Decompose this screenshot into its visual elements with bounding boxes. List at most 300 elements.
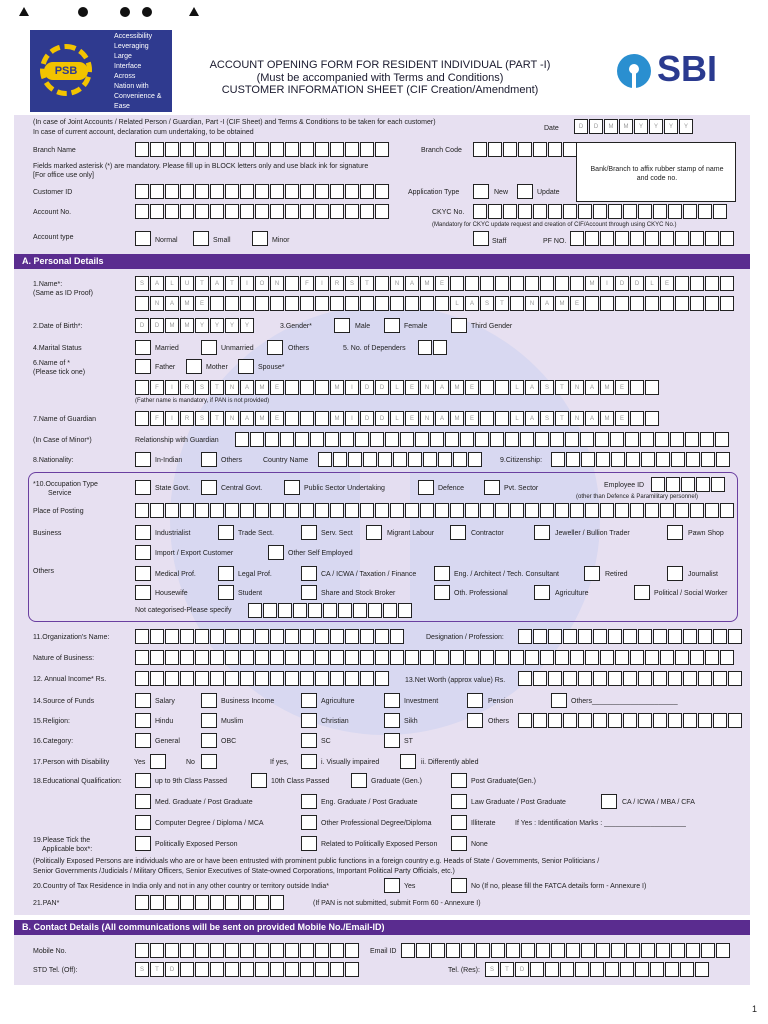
- input-cell[interactable]: R: [180, 411, 194, 426]
- input-cell[interactable]: [505, 432, 519, 447]
- input-cell[interactable]: [150, 650, 164, 665]
- input-cell[interactable]: [255, 503, 269, 518]
- input-cell[interactable]: [578, 204, 592, 219]
- input-cell[interactable]: [345, 503, 359, 518]
- pan-input[interactable]: [135, 895, 285, 910]
- input-cell[interactable]: [345, 962, 359, 977]
- input-cell[interactable]: M: [555, 296, 569, 311]
- input-cell[interactable]: [600, 231, 614, 246]
- input-cell[interactable]: [510, 296, 524, 311]
- input-cell[interactable]: [345, 296, 359, 311]
- input-cell[interactable]: [180, 629, 194, 644]
- input-cell[interactable]: [270, 296, 284, 311]
- input-cell[interactable]: E: [435, 276, 449, 291]
- input-cell[interactable]: N: [570, 411, 584, 426]
- input-cell[interactable]: [315, 962, 329, 977]
- input-cell[interactable]: [240, 943, 254, 958]
- input-cell[interactable]: [608, 713, 622, 728]
- other-prof-degree-checkbox[interactable]: [301, 815, 317, 830]
- input-cell[interactable]: [518, 204, 532, 219]
- input-cell[interactable]: [581, 452, 595, 467]
- input-cell[interactable]: [438, 452, 452, 467]
- input-cell[interactable]: [423, 452, 437, 467]
- input-cell[interactable]: S: [480, 296, 494, 311]
- input-cell[interactable]: [225, 629, 239, 644]
- retired-checkbox[interactable]: [584, 566, 600, 581]
- input-cell[interactable]: [655, 432, 669, 447]
- input-cell[interactable]: [300, 671, 314, 686]
- input-cell[interactable]: M: [600, 380, 614, 395]
- input-cell[interactable]: [611, 943, 625, 958]
- input-cell[interactable]: L: [165, 276, 179, 291]
- input-cell[interactable]: [383, 603, 397, 618]
- input-cell[interactable]: [180, 671, 194, 686]
- input-cell[interactable]: [670, 432, 684, 447]
- input-cell[interactable]: [641, 452, 655, 467]
- input-cell[interactable]: [225, 962, 239, 977]
- input-cell[interactable]: [390, 296, 404, 311]
- input-cell[interactable]: [495, 380, 509, 395]
- input-cell[interactable]: [398, 603, 412, 618]
- input-cell[interactable]: Y: [649, 119, 663, 134]
- input-cell[interactable]: [575, 962, 589, 977]
- input-cell[interactable]: [135, 895, 149, 910]
- input-cell[interactable]: M: [619, 119, 633, 134]
- input-cell[interactable]: [626, 943, 640, 958]
- input-cell[interactable]: [671, 452, 685, 467]
- input-cell[interactable]: [165, 943, 179, 958]
- input-cell[interactable]: [345, 671, 359, 686]
- none-pep-checkbox[interactable]: [451, 836, 467, 851]
- input-cell[interactable]: [263, 603, 277, 618]
- input-cell[interactable]: [728, 671, 742, 686]
- input-cell[interactable]: N: [225, 411, 239, 426]
- input-cell[interactable]: [340, 432, 354, 447]
- input-cell[interactable]: [701, 452, 715, 467]
- input-cell[interactable]: [210, 204, 224, 219]
- input-cell[interactable]: [180, 184, 194, 199]
- salary-checkbox[interactable]: [135, 693, 151, 708]
- input-cell[interactable]: [315, 184, 329, 199]
- input-cell[interactable]: [651, 477, 665, 492]
- input-cell[interactable]: M: [450, 380, 464, 395]
- input-cell[interactable]: [360, 296, 374, 311]
- input-cell[interactable]: [578, 671, 592, 686]
- male-checkbox[interactable]: [334, 318, 350, 333]
- input-cell[interactable]: [210, 142, 224, 157]
- guardian-name-input[interactable]: [135, 411, 660, 426]
- input-cell[interactable]: [468, 452, 482, 467]
- disability-yes-checkbox[interactable]: [150, 754, 166, 769]
- place-posting-input[interactable]: [135, 503, 735, 518]
- input-cell[interactable]: [368, 603, 382, 618]
- third-gender-checkbox[interactable]: [451, 318, 467, 333]
- input-cell[interactable]: E: [270, 411, 284, 426]
- input-cell[interactable]: [330, 184, 344, 199]
- country-name-input[interactable]: [318, 452, 483, 467]
- input-cell[interactable]: [348, 452, 362, 467]
- input-cell[interactable]: [180, 943, 194, 958]
- input-cell[interactable]: [195, 962, 209, 977]
- normal-checkbox[interactable]: [135, 231, 151, 246]
- input-cell[interactable]: [225, 503, 239, 518]
- input-cell[interactable]: N: [390, 276, 404, 291]
- input-cell[interactable]: [593, 204, 607, 219]
- input-cell[interactable]: [315, 142, 329, 157]
- input-cell[interactable]: [165, 671, 179, 686]
- input-cell[interactable]: [450, 503, 464, 518]
- input-cell[interactable]: Y: [664, 119, 678, 134]
- input-cell[interactable]: [548, 671, 562, 686]
- input-cell[interactable]: A: [240, 380, 254, 395]
- input-cell[interactable]: M: [330, 380, 344, 395]
- input-cell[interactable]: [495, 411, 509, 426]
- input-cell[interactable]: [716, 943, 730, 958]
- input-cell[interactable]: I: [345, 411, 359, 426]
- input-cell[interactable]: [375, 629, 389, 644]
- input-cell[interactable]: [135, 296, 149, 311]
- input-cell[interactable]: [255, 142, 269, 157]
- input-cell[interactable]: [135, 204, 149, 219]
- input-cell[interactable]: [610, 432, 624, 447]
- input-cell[interactable]: [510, 650, 524, 665]
- input-cell[interactable]: [300, 650, 314, 665]
- input-cell[interactable]: [645, 650, 659, 665]
- input-cell[interactable]: L: [450, 296, 464, 311]
- input-cell[interactable]: [445, 432, 459, 447]
- input-cell[interactable]: [360, 503, 374, 518]
- input-cell[interactable]: [585, 650, 599, 665]
- input-cell[interactable]: [570, 650, 584, 665]
- input-cell[interactable]: Y: [679, 119, 693, 134]
- input-cell[interactable]: [416, 943, 430, 958]
- input-cell[interactable]: [330, 142, 344, 157]
- input-cell[interactable]: [330, 671, 344, 686]
- input-cell[interactable]: T: [555, 411, 569, 426]
- in-indian-checkbox[interactable]: [135, 452, 151, 467]
- input-cell[interactable]: [525, 503, 539, 518]
- input-cell[interactable]: [675, 276, 689, 291]
- female-checkbox[interactable]: [384, 318, 400, 333]
- input-cell[interactable]: [638, 204, 652, 219]
- input-cell[interactable]: M: [420, 276, 434, 291]
- business-income-checkbox[interactable]: [201, 693, 217, 708]
- input-cell[interactable]: A: [465, 296, 479, 311]
- input-cell[interactable]: [525, 650, 539, 665]
- input-cell[interactable]: A: [525, 380, 539, 395]
- name-line2-input[interactable]: [135, 296, 735, 311]
- input-cell[interactable]: N: [225, 380, 239, 395]
- input-cell[interactable]: [701, 943, 715, 958]
- related-pep-checkbox[interactable]: [301, 836, 317, 851]
- input-cell[interactable]: [270, 184, 284, 199]
- small-checkbox[interactable]: [193, 231, 209, 246]
- input-cell[interactable]: T: [210, 380, 224, 395]
- input-cell[interactable]: [300, 380, 314, 395]
- input-cell[interactable]: [430, 432, 444, 447]
- input-cell[interactable]: [400, 432, 414, 447]
- input-cell[interactable]: [623, 713, 637, 728]
- input-cell[interactable]: A: [405, 276, 419, 291]
- input-cell[interactable]: [638, 713, 652, 728]
- input-cell[interactable]: [255, 895, 269, 910]
- input-cell[interactable]: [480, 650, 494, 665]
- input-cell[interactable]: [720, 231, 734, 246]
- input-cell[interactable]: [461, 943, 475, 958]
- input-cell[interactable]: T: [195, 276, 209, 291]
- input-cell[interactable]: D: [574, 119, 588, 134]
- input-cell[interactable]: O: [255, 276, 269, 291]
- sikh-checkbox[interactable]: [384, 713, 400, 728]
- input-cell[interactable]: [255, 204, 269, 219]
- input-cell[interactable]: [195, 184, 209, 199]
- input-cell[interactable]: [210, 629, 224, 644]
- input-cell[interactable]: [270, 895, 284, 910]
- input-cell[interactable]: [315, 204, 329, 219]
- input-cell[interactable]: [665, 962, 679, 977]
- input-cell[interactable]: [490, 432, 504, 447]
- input-cell[interactable]: [518, 671, 532, 686]
- input-cell[interactable]: [433, 340, 447, 355]
- trade-sect-checkbox[interactable]: [218, 525, 234, 540]
- input-cell[interactable]: [150, 184, 164, 199]
- input-cell[interactable]: [270, 142, 284, 157]
- input-cell[interactable]: R: [330, 276, 344, 291]
- input-cell[interactable]: [596, 452, 610, 467]
- staff-checkbox[interactable]: [473, 231, 489, 246]
- input-cell[interactable]: Y: [225, 318, 239, 333]
- input-cell[interactable]: [638, 629, 652, 644]
- input-cell[interactable]: M: [165, 318, 179, 333]
- input-cell[interactable]: [630, 231, 644, 246]
- med-grad-checkbox[interactable]: [135, 794, 151, 809]
- input-cell[interactable]: [315, 943, 329, 958]
- input-cell[interactable]: [630, 380, 644, 395]
- input-cell[interactable]: [690, 503, 704, 518]
- input-cell[interactable]: A: [150, 276, 164, 291]
- input-cell[interactable]: [495, 276, 509, 291]
- net-worth-input[interactable]: [518, 671, 743, 686]
- input-cell[interactable]: [180, 962, 194, 977]
- input-cell[interactable]: [675, 503, 689, 518]
- input-cell[interactable]: [390, 629, 404, 644]
- input-cell[interactable]: [325, 432, 339, 447]
- minor-checkbox[interactable]: [252, 231, 268, 246]
- input-cell[interactable]: [630, 503, 644, 518]
- pf-no-input[interactable]: [570, 231, 735, 246]
- input-cell[interactable]: [525, 276, 539, 291]
- input-cell[interactable]: [585, 503, 599, 518]
- input-cell[interactable]: [165, 895, 179, 910]
- input-cell[interactable]: [690, 276, 704, 291]
- input-cell[interactable]: [533, 629, 547, 644]
- other-self-employed-checkbox[interactable]: [268, 545, 284, 560]
- update-checkbox[interactable]: [517, 184, 533, 199]
- input-cell[interactable]: [240, 503, 254, 518]
- input-cell[interactable]: [570, 231, 584, 246]
- input-cell[interactable]: [563, 671, 577, 686]
- input-cell[interactable]: [566, 452, 580, 467]
- input-cell[interactable]: [150, 142, 164, 157]
- input-cell[interactable]: [240, 204, 254, 219]
- input-cell[interactable]: [300, 503, 314, 518]
- input-cell[interactable]: A: [435, 411, 449, 426]
- input-cell[interactable]: D: [135, 318, 149, 333]
- input-cell[interactable]: [375, 142, 389, 157]
- input-cell[interactable]: [585, 296, 599, 311]
- eng-checkbox[interactable]: [434, 566, 450, 581]
- input-cell[interactable]: [195, 142, 209, 157]
- input-cell[interactable]: [150, 629, 164, 644]
- input-cell[interactable]: [165, 503, 179, 518]
- input-cell[interactable]: [255, 650, 269, 665]
- input-cell[interactable]: [645, 231, 659, 246]
- input-cell[interactable]: [660, 503, 674, 518]
- input-cell[interactable]: T: [150, 962, 164, 977]
- account-no-input[interactable]: [135, 204, 390, 219]
- input-cell[interactable]: [345, 650, 359, 665]
- input-cell[interactable]: [135, 142, 149, 157]
- input-cell[interactable]: [503, 204, 517, 219]
- input-cell[interactable]: [700, 432, 714, 447]
- political-checkbox[interactable]: [634, 585, 650, 600]
- input-cell[interactable]: [630, 411, 644, 426]
- input-cell[interactable]: [705, 650, 719, 665]
- input-cell[interactable]: [578, 629, 592, 644]
- annual-income-input[interactable]: [135, 671, 390, 686]
- input-cell[interactable]: [150, 943, 164, 958]
- input-cell[interactable]: [683, 713, 697, 728]
- input-cell[interactable]: [530, 962, 544, 977]
- ckyc-no-input[interactable]: [473, 204, 728, 219]
- input-cell[interactable]: [401, 943, 415, 958]
- input-cell[interactable]: [623, 629, 637, 644]
- input-cell[interactable]: [285, 380, 299, 395]
- input-cell[interactable]: [195, 671, 209, 686]
- input-cell[interactable]: [240, 142, 254, 157]
- input-cell[interactable]: [668, 204, 682, 219]
- input-cell[interactable]: [615, 231, 629, 246]
- input-cell[interactable]: [240, 895, 254, 910]
- input-cell[interactable]: D: [150, 318, 164, 333]
- input-cell[interactable]: D: [589, 119, 603, 134]
- input-cell[interactable]: [180, 650, 194, 665]
- input-cell[interactable]: [506, 943, 520, 958]
- import-export-checkbox[interactable]: [135, 545, 151, 560]
- input-cell[interactable]: [585, 231, 599, 246]
- input-cell[interactable]: [165, 629, 179, 644]
- general-checkbox[interactable]: [135, 733, 151, 748]
- input-cell[interactable]: [315, 629, 329, 644]
- input-cell[interactable]: I: [165, 380, 179, 395]
- input-cell[interactable]: [540, 503, 554, 518]
- input-cell[interactable]: [590, 962, 604, 977]
- input-cell[interactable]: [135, 671, 149, 686]
- input-cell[interactable]: [696, 477, 710, 492]
- input-cell[interactable]: [563, 142, 577, 157]
- input-cell[interactable]: [180, 895, 194, 910]
- input-cell[interactable]: [270, 650, 284, 665]
- input-cell[interactable]: S: [135, 962, 149, 977]
- input-cell[interactable]: [593, 671, 607, 686]
- input-cell[interactable]: I: [240, 276, 254, 291]
- input-cell[interactable]: [480, 411, 494, 426]
- input-cell[interactable]: M: [180, 296, 194, 311]
- email-input[interactable]: [401, 943, 731, 958]
- input-cell[interactable]: [473, 204, 487, 219]
- input-cell[interactable]: [683, 629, 697, 644]
- input-cell[interactable]: [385, 432, 399, 447]
- input-cell[interactable]: [315, 503, 329, 518]
- input-cell[interactable]: [563, 713, 577, 728]
- input-cell[interactable]: S: [195, 380, 209, 395]
- input-cell[interactable]: [390, 650, 404, 665]
- input-cell[interactable]: [310, 432, 324, 447]
- input-cell[interactable]: [225, 943, 239, 958]
- input-cell[interactable]: [715, 432, 729, 447]
- input-cell[interactable]: [135, 184, 149, 199]
- hindu-checkbox[interactable]: [135, 713, 151, 728]
- input-cell[interactable]: [551, 943, 565, 958]
- input-cell[interactable]: A: [585, 380, 599, 395]
- input-cell[interactable]: A: [240, 411, 254, 426]
- input-cell[interactable]: [210, 943, 224, 958]
- input-cell[interactable]: E: [570, 296, 584, 311]
- input-cell[interactable]: E: [465, 411, 479, 426]
- input-cell[interactable]: [195, 503, 209, 518]
- illiterate-checkbox[interactable]: [451, 815, 467, 830]
- input-cell[interactable]: [683, 671, 697, 686]
- citizenship-input[interactable]: [551, 452, 731, 467]
- input-cell[interactable]: [476, 943, 490, 958]
- input-cell[interactable]: [608, 629, 622, 644]
- input-cell[interactable]: [418, 340, 432, 355]
- eng-grad-checkbox[interactable]: [301, 794, 317, 809]
- input-cell[interactable]: S: [195, 411, 209, 426]
- input-cell[interactable]: [285, 296, 299, 311]
- input-cell[interactable]: [225, 895, 239, 910]
- input-cell[interactable]: [255, 629, 269, 644]
- input-cell[interactable]: [713, 671, 727, 686]
- input-cell[interactable]: [611, 452, 625, 467]
- input-cell[interactable]: [465, 276, 479, 291]
- input-cell[interactable]: [565, 432, 579, 447]
- input-cell[interactable]: [330, 296, 344, 311]
- input-cell[interactable]: [300, 184, 314, 199]
- input-cell[interactable]: [330, 204, 344, 219]
- input-cell[interactable]: N: [420, 380, 434, 395]
- input-cell[interactable]: [728, 629, 742, 644]
- input-cell[interactable]: E: [615, 411, 629, 426]
- input-cell[interactable]: [548, 204, 562, 219]
- input-cell[interactable]: [390, 503, 404, 518]
- input-cell[interactable]: [446, 943, 460, 958]
- input-cell[interactable]: [225, 671, 239, 686]
- input-cell[interactable]: [563, 629, 577, 644]
- input-cell[interactable]: [265, 432, 279, 447]
- input-cell[interactable]: [630, 296, 644, 311]
- branch-name-input[interactable]: [135, 142, 390, 157]
- input-cell[interactable]: [285, 650, 299, 665]
- input-cell[interactable]: [520, 432, 534, 447]
- input-cell[interactable]: [615, 296, 629, 311]
- st-checkbox[interactable]: [384, 733, 400, 748]
- input-cell[interactable]: [345, 204, 359, 219]
- input-cell[interactable]: [473, 142, 487, 157]
- input-cell[interactable]: [540, 650, 554, 665]
- input-cell[interactable]: [345, 142, 359, 157]
- input-cell[interactable]: [635, 962, 649, 977]
